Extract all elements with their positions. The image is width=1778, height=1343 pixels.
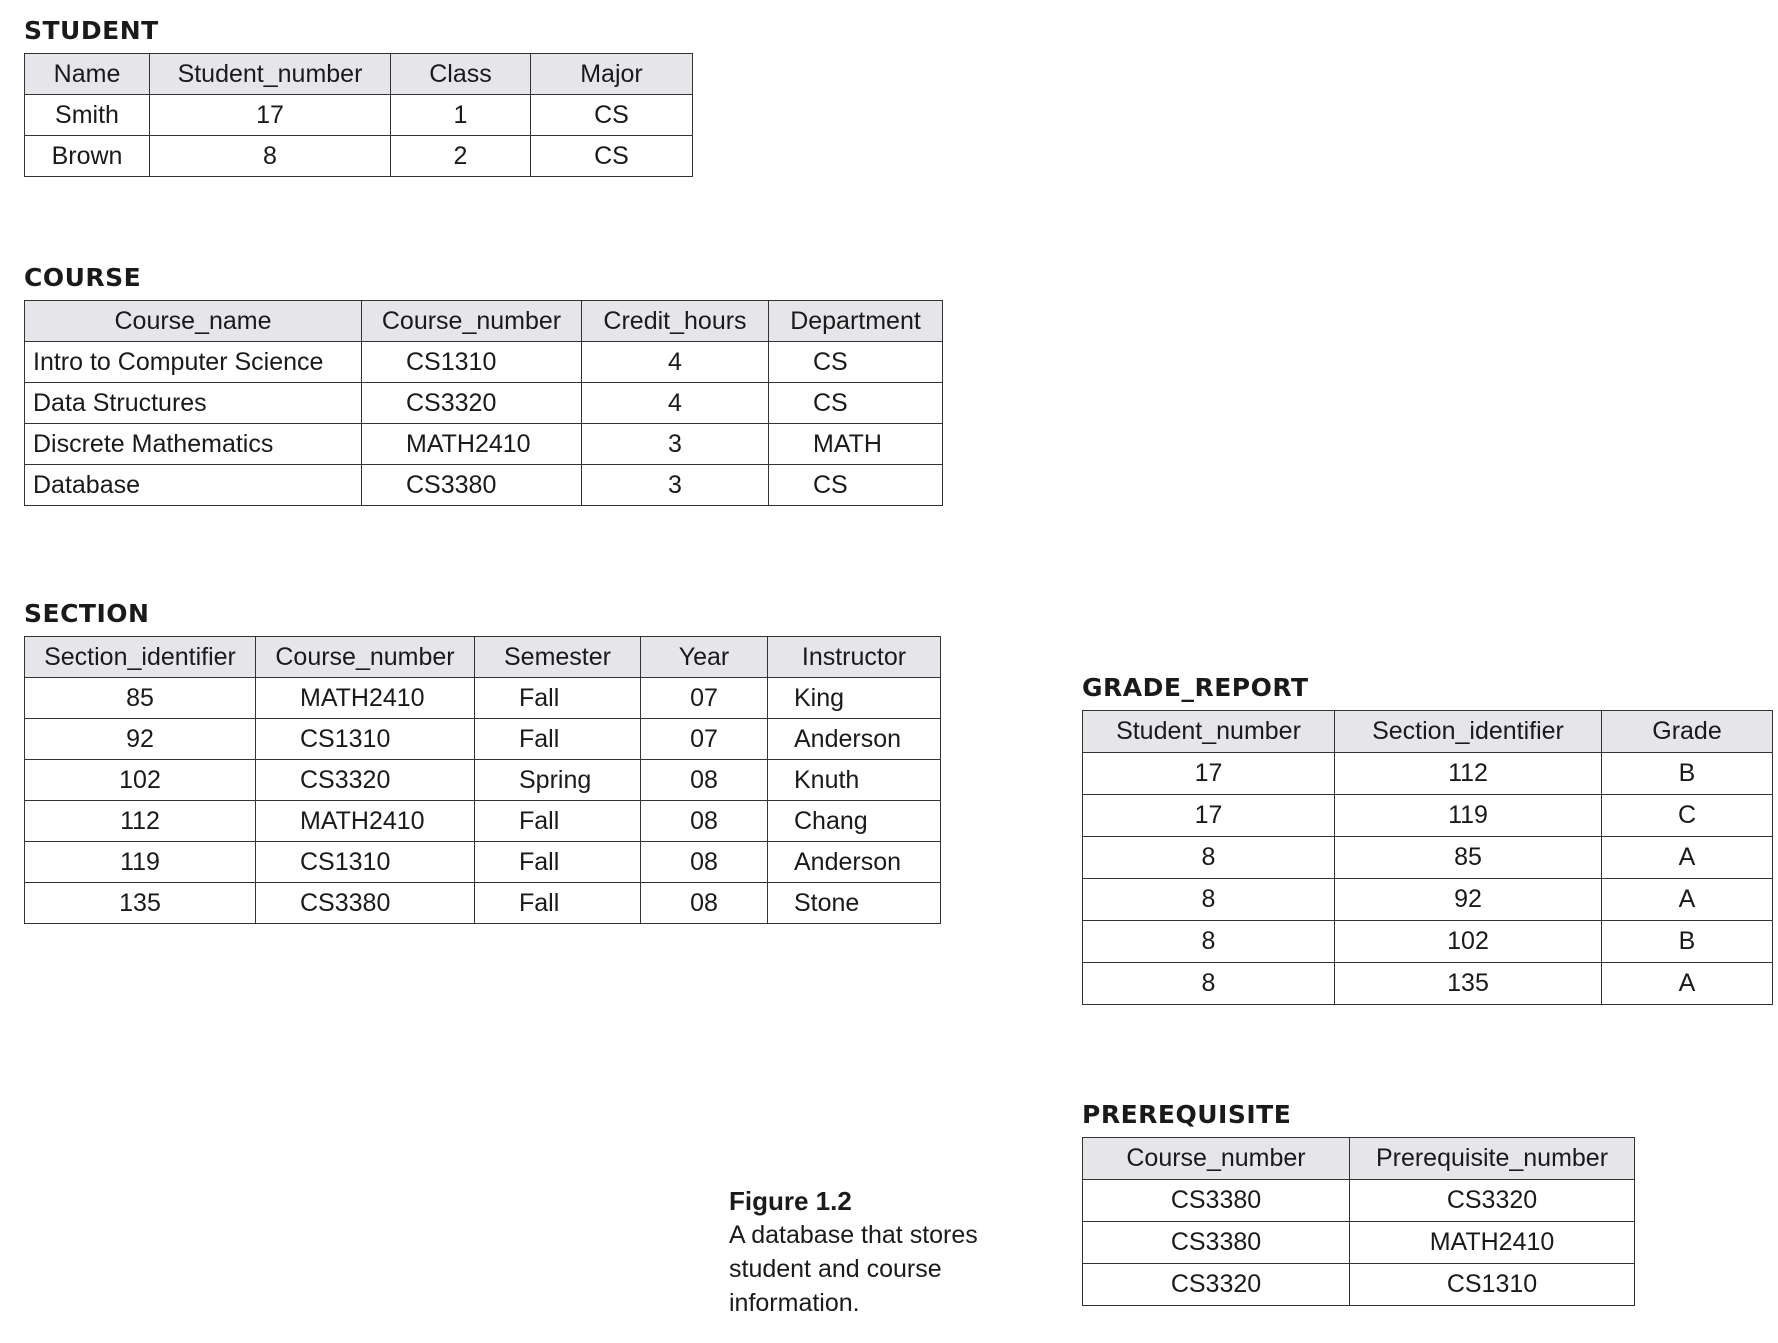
table-cell: CS3380 [1083,1180,1350,1222]
table-cell: 1 [391,95,531,136]
table-cell: Fall [475,842,641,883]
table-cell: 07 [641,719,768,760]
column-header: Prerequisite_number [1350,1138,1635,1180]
table-cell: CS [769,342,943,383]
column-header: Year [641,637,768,678]
table-cell: A [1602,837,1773,879]
column-header: Department [769,301,943,342]
table-cell: Discrete Mathematics [25,424,362,465]
table-cell: 8 [1083,837,1335,879]
table-row [25,136,693,177]
table-row [25,842,941,883]
column-header: Grade [1602,711,1773,753]
table-cell: 08 [641,760,768,801]
table-cell: 85 [25,678,256,719]
table-cell: 08 [641,801,768,842]
table-cell: CS [531,95,693,136]
table-cell: 112 [1335,753,1602,795]
table-row [25,383,943,424]
column-header: Instructor [768,637,941,678]
table-cell: A [1602,879,1773,921]
table-cell: 17 [1083,753,1335,795]
student-table [24,53,693,177]
table-cell: 3 [582,465,769,506]
table-cell: CS [531,136,693,177]
table-cell: Fall [475,883,641,924]
table-row [1083,879,1773,921]
table-row [1083,921,1773,963]
table-cell: MATH [769,424,943,465]
table-cell: Anderson [768,842,941,883]
table-cell: 92 [25,719,256,760]
student-table-title: STUDENT [24,16,159,45]
table-cell: CS3380 [1083,1222,1350,1264]
table-cell: CS1310 [256,719,475,760]
table-cell: 135 [25,883,256,924]
course-table [24,300,943,506]
table-row [25,801,941,842]
table-cell: CS [769,383,943,424]
prerequisite-table [1082,1137,1635,1306]
table-cell: 4 [582,383,769,424]
table-header-row [25,301,943,342]
table-cell: 4 [582,342,769,383]
table-row [25,95,693,136]
table-header-row [25,637,941,678]
table-row [1083,1264,1635,1306]
table-row [25,719,941,760]
table-cell: Anderson [768,719,941,760]
table-cell: CS [769,465,943,506]
grade-report-table-title: GRADE_REPORT [1082,673,1309,702]
table-cell: 3 [582,424,769,465]
table-cell: CS3320 [362,383,582,424]
table-cell: CS3320 [256,760,475,801]
table-cell: 112 [25,801,256,842]
figure-label: Figure 1.2 [729,1186,852,1216]
table-header-row [1083,1138,1635,1180]
table-cell: 102 [1335,921,1602,963]
table-cell: CS3380 [362,465,582,506]
table-cell: B [1602,753,1773,795]
table-cell: CS3380 [256,883,475,924]
table-cell: Database [25,465,362,506]
table-cell: C [1602,795,1773,837]
table-cell: CS1310 [1350,1264,1635,1306]
column-header: Credit_hours [582,301,769,342]
table-cell: 2 [391,136,531,177]
section-table-block [24,597,941,924]
figure-caption-text: A database that stores student and course information. [729,1221,978,1317]
table-cell: CS3320 [1083,1264,1350,1306]
column-header: Semester [475,637,641,678]
column-header: Class [391,54,531,95]
table-cell: MATH2410 [362,424,582,465]
table-cell: Chang [768,801,941,842]
student-table-block [24,14,693,177]
section-table [24,636,941,924]
column-header: Course_number [362,301,582,342]
table-row [25,342,943,383]
grade-report-table [1082,710,1773,1005]
table-header-row [25,54,693,95]
table-row [1083,1180,1635,1222]
table-row [25,424,943,465]
column-header: Name [25,54,150,95]
table-cell: 85 [1335,837,1602,879]
table-cell: 8 [1083,963,1335,1005]
table-cell: 17 [1083,795,1335,837]
table-cell: CS1310 [256,842,475,883]
column-header: Major [531,54,693,95]
column-header: Course_number [256,637,475,678]
table-cell: 08 [641,883,768,924]
figure-caption [729,1184,1029,1320]
table-header-row [1083,711,1773,753]
table-cell: MATH2410 [1350,1222,1635,1264]
table-cell: A [1602,963,1773,1005]
table-cell: CS3320 [1350,1180,1635,1222]
prerequisite-table-title: PREREQUISITE [1082,1100,1292,1129]
table-cell: Spring [475,760,641,801]
grade-report-table-block [1082,671,1773,1005]
table-cell: Knuth [768,760,941,801]
table-row [25,678,941,719]
table-cell: Data Structures [25,383,362,424]
table-cell: 102 [25,760,256,801]
table-cell: MATH2410 [256,801,475,842]
table-cell: 08 [641,842,768,883]
table-cell: Fall [475,678,641,719]
column-header: Student_number [1083,711,1335,753]
table-cell: Stone [768,883,941,924]
table-cell: Intro to Computer Science [25,342,362,383]
table-cell: King [768,678,941,719]
column-header: Course_name [25,301,362,342]
column-header: Course_number [1083,1138,1350,1180]
table-cell: 135 [1335,963,1602,1005]
table-row [25,465,943,506]
prerequisite-table-block [1082,1098,1635,1306]
table-cell: Smith [25,95,150,136]
table-cell: 119 [1335,795,1602,837]
table-cell: 8 [1083,879,1335,921]
column-header: Section_identifier [1335,711,1602,753]
table-cell: Fall [475,801,641,842]
table-cell: 8 [150,136,391,177]
table-row [1083,837,1773,879]
table-cell: 119 [25,842,256,883]
table-row [1083,1222,1635,1264]
table-cell: 8 [1083,921,1335,963]
section-table-title: SECTION [24,599,150,628]
table-cell: MATH2410 [256,678,475,719]
table-cell: CS1310 [362,342,582,383]
table-cell: Fall [475,719,641,760]
column-header: Student_number [150,54,391,95]
table-cell: Brown [25,136,150,177]
table-row [25,883,941,924]
table-cell: 17 [150,95,391,136]
table-cell: 92 [1335,879,1602,921]
table-cell: 07 [641,678,768,719]
table-row [1083,795,1773,837]
table-row [25,760,941,801]
course-table-block [24,261,943,506]
table-row [1083,963,1773,1005]
course-table-title: COURSE [24,263,142,292]
table-cell: B [1602,921,1773,963]
column-header: Section_identifier [25,637,256,678]
table-row [1083,753,1773,795]
